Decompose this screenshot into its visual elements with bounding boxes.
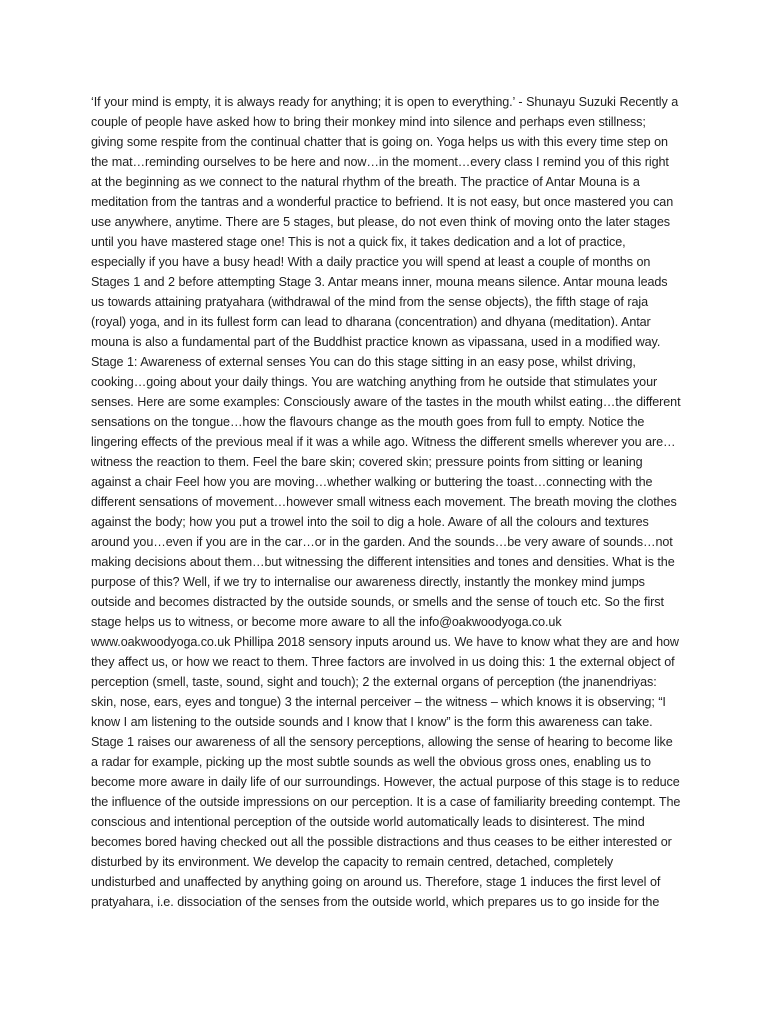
body-paragraph: ‘If your mind is empty, it is always ready for anything; it is open to everything.’ - Shunayu Suzuki Recently a couple of people have asked how to bring their monkey mind into silence and perhaps even stillness; giving some respite from the continual chatter that is going on. Yoga helps us with this every time step on the mat…reminding ourselves to be here and now…in the moment…every class I remind you of this right at the beginning as we connect to the natural rhythm of the breath. The practice of Antar Mouna is a meditation from the tantras and a wonderful practice to befriend. It is not easy, but once mastered you can use anywhere, anytime. There are 5 stages, but please, do not even think of moving onto the later stages until you have mastered stage one! This is not a quick fix, it takes dedication and a lot of practice, especially if you have a busy head! With a daily practice you will spend at least a couple of months on Stages 1 and 2 before attempting Stage 3. Antar means inner, mouna means silence. Antar mouna leads us towards attaining pratyahara (withdrawal of the mind from the sense objects), the fifth stage of raja (royal) yoga, and in its fullest form can lead to dharana (concentration) and dhyana (meditation). Antar mouna is also a fundamental part of the Buddhist practice known as vipassana, used in a modified way. Stage 1: Awareness of external senses You can do this stage sitting in an easy pose, whilst driving, cooking…going about your daily things. You are watching anything from he outside that stimulates your senses. Here are some examples: Consciously aware of the tastes in the mouth whilst eating…the different sensations on the tongue…how the flavours change as the mouth goes from full to empty. Notice the lingering effects of the previous meal if it was a while ago. Witness the different smells wherever you are…witness the reaction to them. Feel the bare skin; covered skin; pressure points from sitting or leaning against a chair Feel how you are moving…whether walking or buttering the toast…connecting with the different sensations of movement…however small witness each movement. The breath moving the clothes against the body; how you put a trowel into the soil to dig a hole. Aware of all the colours and textures around you…even if you are in the car…or in the garden. And the sounds…be very aware of sounds…not making decisions about them…but witnessing the different intensities and tones and densities. What is the purpose of this? Well, if we try to internalise our awareness directly, instantly the monkey mind jumps outside and becomes distracted by the outside sounds, or smells and the sense of touch etc. So the first stage helps us to witness, or become more aware to all the info@oakwoodyoga.co.uk www.oakwoodyoga.co.uk Phillipa 2018 sensory inputs around us. We have to know what they are and how they affect us, or how we react to them. Three factors are involved in us doing this: 1 the external object of perception (smell, taste, sound, sight and touch); 2 the external organs of perception (the jnanendriyas: skin, nose, ears, eyes and tongue) 3 the internal perceiver – the witness – which knows it is observing; “I know I am listening to the outside sounds and I know that I know” is the form this awareness can take. Stage 1 raises our awareness of all the sensory perceptions, allowing the sense of hearing to become like a radar for example, picking up the most subtle sounds as well the obvious gross ones, enabling us to become more aware in daily life of our surroundings. However, the actual purpose of this stage is to reduce the influence of the outside impressions on our perception. It is a case of familiarity breeding contempt. The conscious and intentional perception of the outside world automatically leads to disinterest. The mind becomes bored having checked out all the possible distractions and thus ceases to be either interested or disturbed by its environment. We develop the capacity to remain centred, detached, completely undisturbed and unaffected by anything going on around us. Therefore, stage 1 induces the first level of pratyahara, i.e. dissociation of the senses from the outside world, which prepares us to go inside for the: [91, 95, 681, 909]
